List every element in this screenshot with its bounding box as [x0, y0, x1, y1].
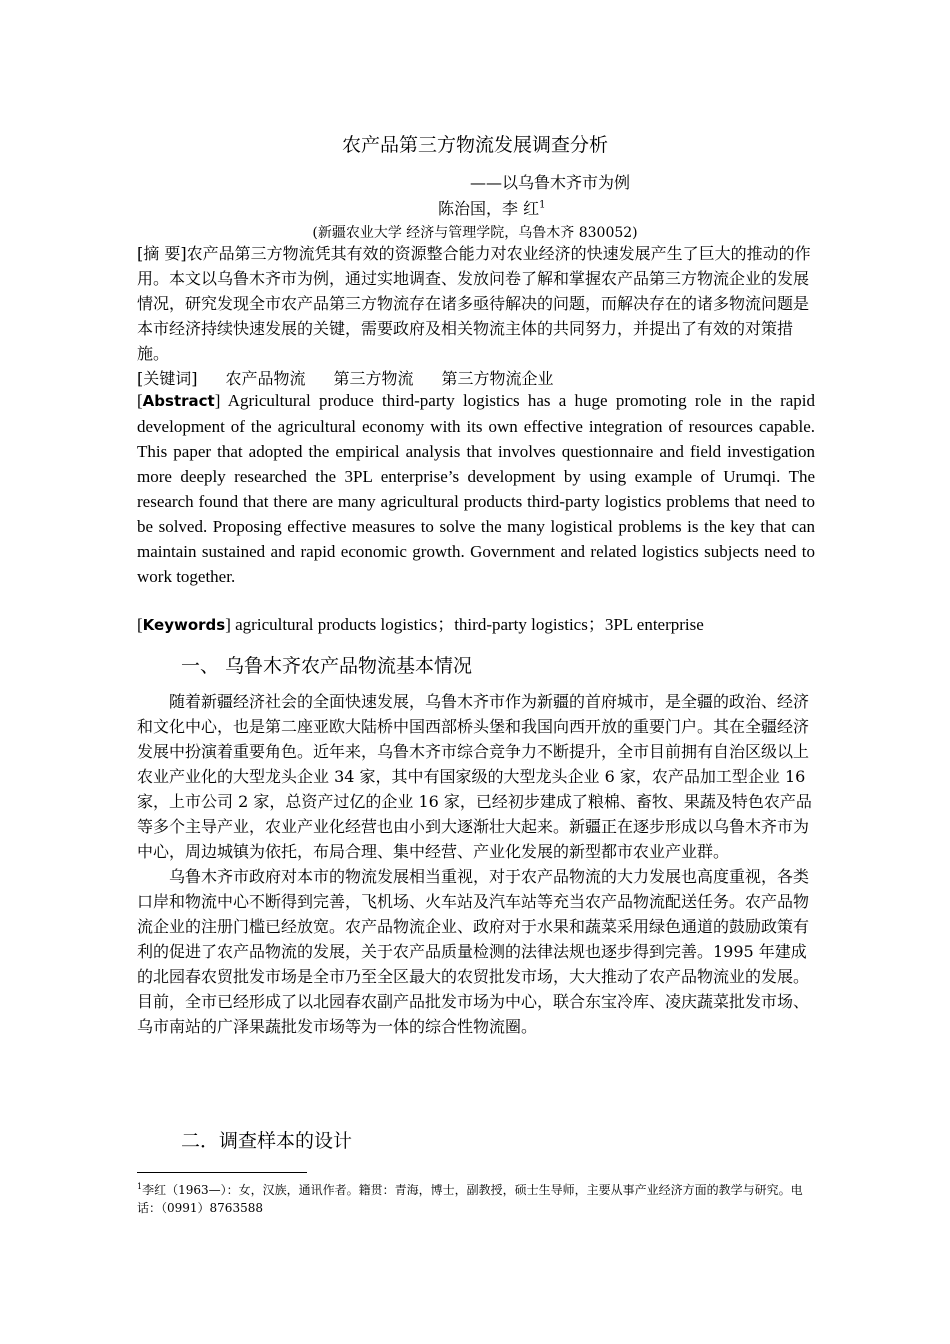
keyword-cn-3: 第三方物流企业 [441, 369, 554, 388]
abstract-en-label-open: [ [137, 391, 143, 410]
author-line [438, 196, 545, 219]
section-1-body [137, 689, 815, 1039]
keywords-en-text: agricultural products logistics；third-party logistics；3PL enterprise [235, 615, 704, 634]
abstract-cn-text: 农产品第三方物流凭其有效的资源整合能力对农业经济的快速发展产生了巨大的推动的作用。本文以乌鲁木齐市为例，通过实地调查、发放问卷了解和掌握农产品第三方物流企业的发展情况，研究发现全市农产品第三方物流存在诸多亟待解决的问题，而解决存在的诸多物流问题是本市经济持续快速发展的关键，需要政府及相关物流主体的共同努力，并提出了有效的对策措施。 [137, 244, 811, 363]
section-1-paragraph-1: 随着新疆经济社会的全面快速发展，乌鲁木齐市作为新疆的首府城市，是全疆的政治、经济和文化中心，也是第二座亚欧大陆桥中国西部桥头堡和我国向西开放的重要门户。其在全疆经济发展中扮演着重要角色。近年来，乌鲁木齐市综合竞争力不断提升，全市目前拥有自治区级以上农业产业化的大型龙头企业 34 家，其中有国家级的大型龙头企业 6 家，农产品加工型企业 16 家，上市公司 2 家，总资产过亿的企业 16 家，已经初步建成了粮棉、畜牧、果蔬及特色农产品等多个主导产业，农业产业化经营也由小到大逐渐壮大起来。新疆正在逐步形成以乌鲁木齐市为中心，周边城镇为依托，布局合理、集中经营、产业化发展的新型都市农业产业群。 [137, 692, 812, 861]
footnote-mark: 1 [137, 1182, 143, 1191]
keywords-cn-label: [关键词] [137, 369, 198, 388]
abstract-cn-label: [摘 要] [137, 244, 187, 263]
keyword-cn-2: 第三方物流 [333, 369, 414, 388]
authors: 陈治国，李 红 [438, 199, 540, 218]
footnote-text: 李红（1963—）：女，汉族，通讯作者。籍贯：青海，博士，副教授，硕士生导师，主要从事产业经济方面的教学与研究。电话：（0991）8763588 [137, 1183, 803, 1215]
keywords-en-label-open: [ [137, 615, 143, 634]
keywords-en [137, 612, 815, 638]
abstract-en-text: Agricultural produce third-party logistics has a huge promoting role in the rapid development of the agricultural economy with its own effective integration of resources capable. This paper that adopted the empirical analysis that involves questionnaire and field investigation more deeply researched the 3PL enterprise’s development by using example of Urumqi. The research found that there are many agricultural products third-party logistics problems that need to be solved. Proposing effective measures to solve the many logistical problems is the key that can maintain sustained and rapid economic growth. Government and related logistics subjects need to work together. [137, 391, 816, 586]
paper-subtitle: ——以乌鲁木齐市为例 [470, 173, 631, 192]
abstract-en-label: Abstract [142, 392, 215, 410]
keywords-en-label: Keywords [142, 616, 226, 634]
section-1-heading: 一、 乌鲁木齐农产品物流基本情况 [181, 655, 473, 677]
abstract-en-label-close: ] [214, 391, 221, 410]
keyword-cn-1: 农产品物流 [225, 369, 306, 388]
paper-title: 农产品第三方物流发展调查分析 [341, 134, 608, 156]
abstract-en [137, 388, 815, 589]
author-footnote-mark: 1 [539, 199, 546, 211]
section-1-paragraph-2: 乌鲁木齐市政府对本市的物流发展相当重视，对于农产品物流的大力发展也高度重视，各类口岸和物流中心不断得到完善，飞机场、火车站及汽车站等充当农产品物流配送任务。农产品物流企业的注册门槛已经放宽。农产品物流企业、政府对于水果和蔬菜采用绿色通道的鼓励政策有利的促进了农产品物流的发展，关于农产品质量检测的法律法规也逐步得到完善。1995 年建成的北园春农贸批发市场是全市乃至全区最大的农贸批发市场，大大推动了农产品物流业的发展。目前，全市已经形成了以北园春农副产品批发市场为中心，联合东宝冷库、凌庆蔬菜批发市场、乌市南站的广泽果蔬批发市场等为一体的综合性物流圈。 [137, 867, 810, 1036]
footnote [137, 1178, 817, 1217]
affiliation: (新疆农业大学 经济与管理学院，乌鲁木齐 830052) [312, 225, 638, 241]
keywords-en-label-close: ] [225, 615, 231, 634]
abstract-cn [137, 241, 815, 366]
footnote-separator [137, 1172, 307, 1173]
section-2-heading: 二．调查样本的设计 [181, 1130, 353, 1152]
